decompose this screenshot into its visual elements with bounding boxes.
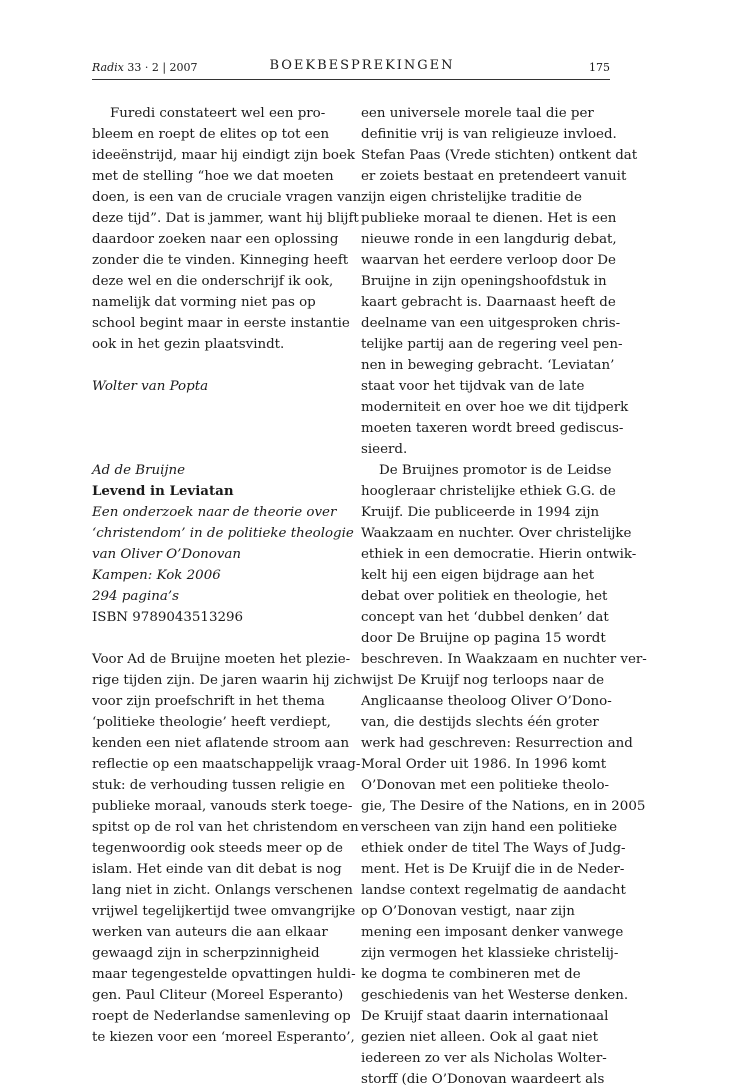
journal-issue (92, 61, 198, 74)
review-signature: Wolter van Popta (92, 379, 209, 394)
text-line: gie, The Desire of the Nations, en in 2005 (361, 799, 646, 814)
text-line: staat voor het tijdvak van de late (361, 379, 585, 394)
right-column (361, 103, 647, 1090)
text-line: een universele morele taal die per (361, 106, 594, 121)
text-line: doen, is een van de cruciale vragen van (92, 190, 362, 205)
spacer (92, 439, 342, 460)
text-line: zonder die te vinden. Kinneging heeft (92, 253, 349, 268)
issue-info: 33 · 2 | 2007 (123, 61, 198, 74)
book-isbn: ISBN 9789043513296 (92, 610, 244, 625)
text-line: gen. Paul Cliteur (Moreel Esperanto) (92, 988, 344, 1003)
text-line: spitst op de rol van het christendom en (92, 820, 359, 835)
text-line: roept de Nederlandse samenleving op (92, 1009, 351, 1024)
text-line: nieuwe ronde in een langdurig debat, (361, 232, 617, 247)
text-line: lang niet in zicht. Onlangs verschenen (92, 883, 353, 898)
text-line: kenden een niet aflatende stroom aan (92, 736, 350, 751)
text-line: beschreven. In Waakzaam en nuchter ver- (361, 652, 647, 667)
text-line: Anglicaanse theoloog Oliver O’Dono- (361, 694, 612, 709)
text-line: geschiedenis van het Westerse denken. (361, 988, 629, 1003)
text-line: definitie vrij is van religieuze invloed. (361, 127, 617, 142)
book-publisher: Kampen: Kok 2006 (92, 568, 221, 583)
text-line: door De Bruijne op pagina 15 wordt (361, 631, 606, 646)
text-line: maar tegengestelde opvattingen huldi- (92, 967, 356, 982)
text-line: Furedi constateert wel een pro- (110, 106, 326, 121)
page-number: 175 (589, 61, 610, 74)
text-line: publieke moraal, vanouds sterk toege- (92, 799, 353, 814)
text-line: ideeënstrijd, maar hij eindigt zijn boek (92, 148, 356, 163)
book-info (92, 460, 354, 628)
text-line: te kiezen voor een ‘moreel Esperanto’, (92, 1030, 355, 1045)
left-column (92, 103, 362, 1048)
text-line: publieke moraal te dienen. Het is een (361, 211, 617, 226)
text-line: hoogleraar christelijke ethiek G.G. de (361, 484, 616, 499)
text-line: tegenwoordig ook steeds meer op de (92, 841, 343, 856)
text-line: moeten taxeren wordt breed gediscus- (361, 421, 624, 436)
text-line: werken van auteurs die aan elkaar (92, 925, 328, 940)
book-pages: 294 pagina’s (92, 589, 179, 604)
text-line: kelt hij een eigen bijdrage aan het (361, 568, 595, 583)
paragraph-promotor (361, 460, 647, 1090)
text-line: werk had geschreven: Resurrection and (361, 736, 633, 751)
text-line: O’Donovan met een politieke theolo- (361, 778, 610, 793)
text-line: met de stelling “hoe we dat moeten (92, 169, 334, 184)
paragraph-intro (92, 649, 362, 1048)
text-line: Kruijf. Die publiceerde in 1994 zijn (361, 505, 600, 520)
text-line: verscheen van zijn hand een politieke (361, 820, 618, 835)
text-line: debat over politiek en theologie, het (361, 589, 608, 604)
book-subtitle-line: van Oliver O’Donovan (92, 547, 242, 562)
text-line: Voor Ad de Bruijne moeten het plezie- (92, 652, 351, 667)
text-line: moderniteit en over hoe we dit tijdperk (361, 400, 629, 415)
journal-name: Radix (92, 61, 124, 74)
text-line: ethiek in een democratie. Hierin ontwik- (361, 547, 637, 562)
text-line: landse context regelmatig de aandacht (361, 883, 626, 898)
text-line: islam. Het einde van dit debat is nog (92, 862, 342, 877)
spacer (92, 628, 342, 649)
running-header (92, 58, 610, 78)
text-line: school begint maar in eerste instantie (92, 316, 350, 331)
text-line: waarvan het eerdere verloop door De (361, 253, 616, 268)
text-line: reflectie op een maatschappelijk vraag- (92, 757, 361, 772)
text-line: op O’Donovan vestigt, naar zijn (361, 904, 575, 919)
text-line: deelname van een uitgesproken chris- (361, 316, 621, 331)
text-line: sieerd. (361, 442, 408, 457)
text-line: telijke partij aan de regering veel pen- (361, 337, 623, 352)
text-line: De Kruijf staat daarin internationaal (361, 1009, 609, 1024)
spacer (92, 397, 342, 439)
text-line: deze tijd”. Dat is jammer, want hij blijft (92, 211, 359, 226)
paragraph-continuation (361, 103, 638, 460)
text-line: zijn eigen christelijke traditie de (361, 190, 582, 205)
text-line: stuk: de verhouding tussen religie en (92, 778, 346, 793)
text-line: vrijwel tegelijkertijd twee omvangrijke (92, 904, 356, 919)
text-line: ook in het gezin plaatsvindt. (92, 337, 285, 352)
text-line: rige tijden zijn. De jaren waarin hij zich (92, 673, 362, 688)
text-line: Stefan Paas (Vrede stichten) ontkent dat (361, 148, 638, 163)
text-line: ment. Het is De Kruijf die in de Neder- (361, 862, 625, 877)
text-line: iedereen zo ver als Nicholas Wolter- (361, 1051, 607, 1066)
paragraph-furedi (92, 103, 362, 355)
text-line: ke dogma te combineren met de (361, 967, 581, 982)
text-line: gewaagd zijn in scherpzinnigheid (92, 946, 320, 961)
book-subtitle-line: Een onderzoek naar de theorie over (92, 505, 337, 520)
text-line: deze wel en die onderschrijf ik ook, (92, 274, 334, 289)
text-line: er zoiets bestaat en pretendeert vanuit (361, 169, 627, 184)
text-line: kaart gebracht is. Daarnaast heeft de (361, 295, 616, 310)
header-rule (92, 79, 610, 80)
text-line: voor zijn proefschrift in het thema (92, 694, 325, 709)
book-author: Ad de Bruijne (92, 463, 186, 478)
text-line: ethiek onder de titel The Ways of Judg- (361, 841, 626, 856)
text-line: gezien niet alleen. Ook al gaat niet (361, 1030, 598, 1045)
text-line: daardoor zoeken naar een oplossing (92, 232, 339, 247)
text-line: nen in beweging gebracht. ‘Leviatan’ (361, 358, 615, 373)
text-line: wijst De Kruijf nog terloops naar de (361, 673, 605, 688)
text-line: Waakzaam en nuchter. Over christelijke (361, 526, 632, 541)
text-line: Bruijne in zijn openingshoofdstuk in (361, 274, 607, 289)
text-line: zijn vermogen het klassieke christelij- (361, 946, 619, 961)
text-line: ‘politieke theologie’ heeft verdiept, (92, 715, 331, 730)
book-subtitle-line: ‘christendom’ in de politieke theologie (92, 526, 354, 541)
book-title: Levend in Leviatan (92, 483, 234, 499)
text-line: bleem en roept de elites op tot een (92, 127, 330, 142)
spacer (92, 355, 342, 376)
text-line: van, die destijds slechts één groter (361, 715, 599, 730)
text-line: Moral Order uit 1986. In 1996 komt (361, 757, 607, 772)
text-line: namelijk dat vorming niet pas op (92, 295, 316, 310)
text-line: concept van het ‘dubbel denken’ dat (361, 610, 609, 625)
text-line: storff (die O’Donovan waardeert als (361, 1072, 605, 1087)
text-line: mening een imposant denker vanwege (361, 925, 624, 940)
section-title: BOEKBESPREKINGEN (269, 58, 455, 73)
text-line: De Bruijnes promotor is de Leidse (379, 463, 612, 478)
